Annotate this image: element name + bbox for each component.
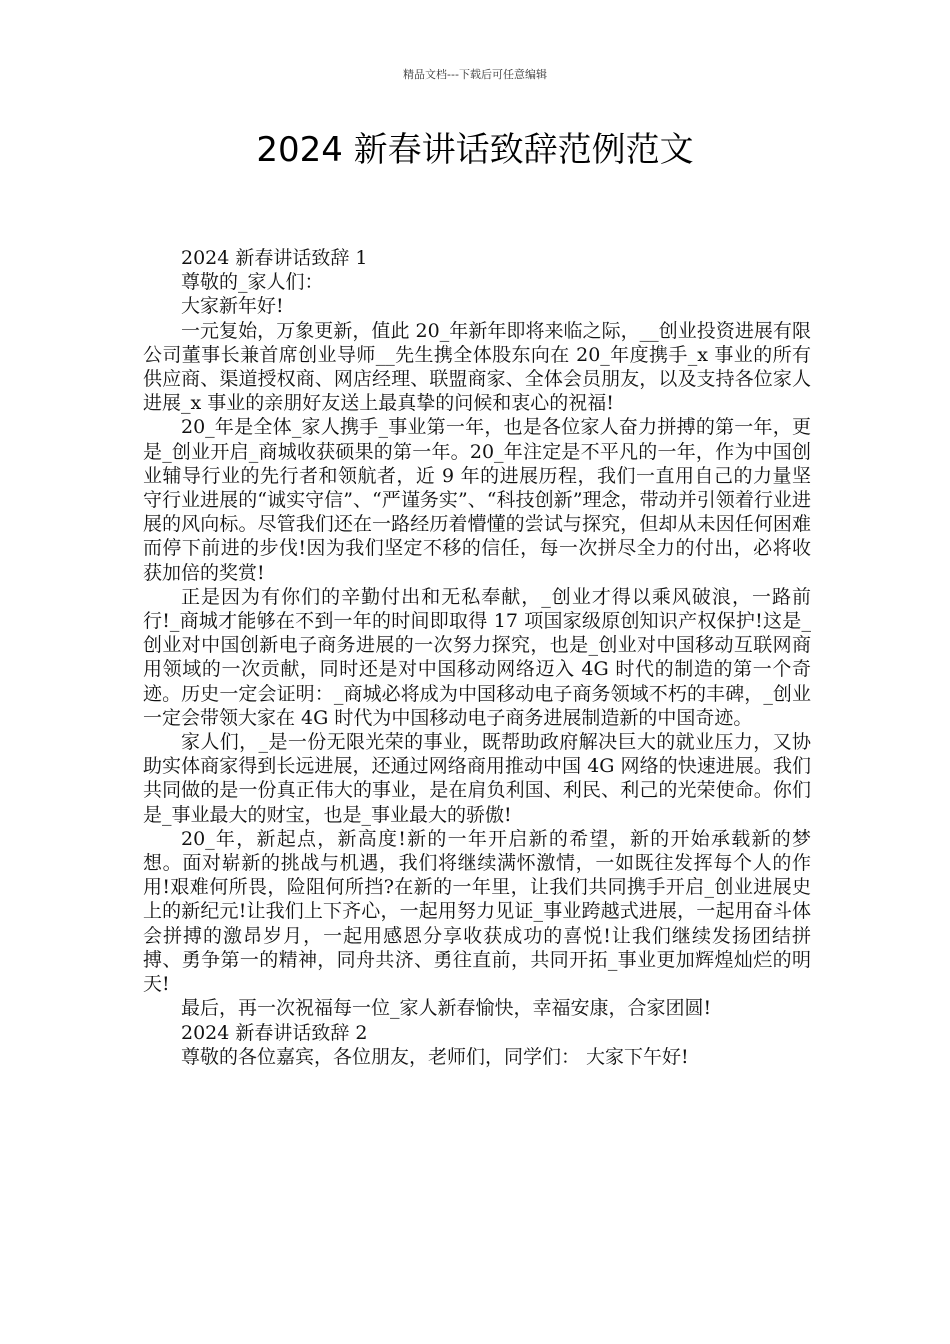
speech1-paragraph-3: 正是因为有你们的辛勤付出和无私奉献，_创业才得以乘风破浪，一路前行!_商城才能够在不到一年的时间即取得 17 项国家级原创知识产权保护!这是_创业对中国创新电子商务进展的一次努力探究，也是_创业对中国移动互联网商用领域的一次贡献，同时还是对中国移动网络迈入 4G 时代的制造的第一个奇迹。历史一定会证明：_商城必将成为中国移动电子商务领域不朽的丰碑，_创业一定会带领大家在 4G 时代为中国移动电子商务进展制造新的中国奇迹。 (143, 585, 811, 729)
speech1-paragraph-4: 家人们，_是一份无限光荣的事业，既帮助政府解决巨大的就业压力，又协助实体商家得到长远进展，还通过网络商用推动中国 4G 网络的快速进展。我们共同做的是一份真正伟大的事业，是在肩负利国、利民、利己的光荣使命。你们是_事业最大的财宝，也是_事业最大的骄傲! (143, 731, 811, 826)
speech1-paragraph-5: 20_年，新起点，新高度!新的一年开启新的希望，新的开始承载新的梦想。面对崭新的挑战与机遇，我们将继续满怀激情，一如既往发挥每个人的作用!艰难何所畏，险阻何所挡?在新的一年里，让我们共同携手开启_创业进展史上的新纪元!让我们上下齐心，一起用努力见证_事业跨越式进展，一起用奋斗体会拼搏的激昂岁月，一起用感恩分享收获成功的喜悦!让我们继续发扬团结拼搏、勇争第一的精神，同舟共济、勇往直前，共同开拓_事业更加辉煌灿烂的明天! (143, 827, 811, 996)
speech1-closing: 最后，再一次祝福每一位_家人新春愉快，幸福安康，合家团圆! (181, 997, 712, 1020)
speech2-heading: 2024 新春讲话致辞 2 (181, 1021, 368, 1044)
speech1-heading: 2024 新春讲话致辞 1 (181, 247, 368, 269)
speech1-paragraph-1: 一元复始，万象更新，值此 20_年新年即将来临之际，__创业投资进展有限公司董事长兼首席创业导师__先生携全体股东向在 20_年度携手_x 事业的所有供应商、渠道授权商、网店经理、联盟商家、全体会员朋友，以及支持各位家人进展_x 事业的亲朋好友送上最真挚的问候和衷心的祝福! (143, 319, 811, 415)
speech1-paragraph-2: 20_年是全体_家人携手_事业第一年，也是各位家人奋力拼搏的第一年，更是_创业开启_商城收获硕果的第一年。20_年注定是不平凡的一年，作为中国创业辅导行业的先行者和领航者，近 9 年的进展历程，我们一直用自己的力量坚守行业进展的“诚实守信”、“严谨务实”、“科技创新”理念，带动并引领着行业进展的风向标。尽管我们还在一路经历着懵懂的尝试与探究，但却从未因任何困难而停下前进的步伐!因为我们坚定不移的信任，每一次拼尽全力的付出，必将收获加倍的奖赏! (143, 416, 811, 584)
page-title: 2024 新春讲话致辞范例范文 (256, 130, 694, 170)
header-note: 精品文档---下载后可任意编辑 (403, 68, 547, 81)
speech2-opening: 尊敬的各位嘉宾，各位朋友，老师们，同学们： 大家下午好! (181, 1045, 689, 1068)
document-body (143, 246, 811, 1069)
speech1-greeting: 大家新年好! (181, 295, 284, 318)
speech1-salutation: 尊敬的_家人们： (181, 271, 324, 294)
